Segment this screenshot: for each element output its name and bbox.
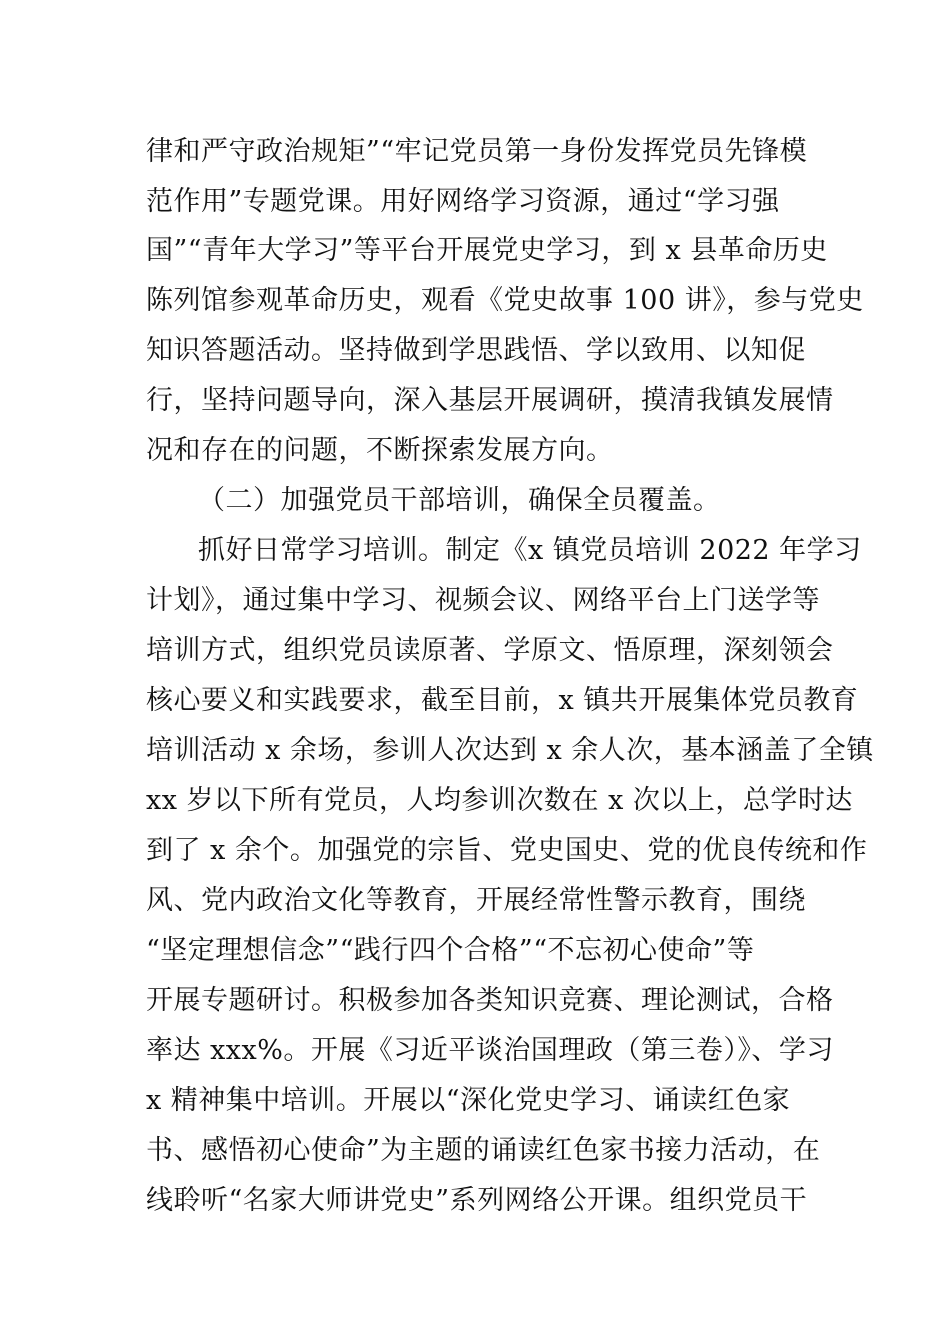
body-text-line: 计划》，通过集中学习、视频会议、网络平台上门送学等 — [146, 585, 820, 616]
body-text-line: 况和存在的问题，不断探索发展方向。 — [146, 435, 614, 466]
body-text-line: “坚定理想信念”“践行四个合格”“不忘初心使命”等 — [146, 935, 755, 966]
body-text-line: x 精神集中培训。开展以“深化党史学习、诵读红色家 — [146, 1085, 791, 1116]
body-text-line: 范作用”专题党课。用好网络学习资源，通过“学习强 — [146, 186, 780, 217]
body-text-line: xx 岁以下所有党员，人均参训次数在 x 次以上，总学时达 — [146, 785, 853, 816]
section-heading: （二）加强党员干部培训，确保全员覆盖。 — [198, 485, 721, 516]
body-text-line: 陈列馆参观革命历史，观看《党史故事 100 讲》，参与党史 — [146, 285, 864, 316]
body-text-line: 线聆听“名家大师讲党史”系列网络公开课。组织党员干 — [146, 1185, 808, 1216]
body-text-line: 行，坚持问题导向，深入基层开展调研，摸清我镇发展情 — [146, 385, 834, 416]
body-text-line: 风、党内政治文化等教育，开展经常性警示教育，围绕 — [146, 885, 806, 916]
body-text-line: 到了 x 余个。加强党的宗旨、党史国史、党的优良传统和作 — [146, 835, 868, 866]
body-text-line: 率达 xxx%。开展《习近平谈治国理政（第三卷）》、学习 — [146, 1035, 834, 1066]
paragraph-first-line: 抓好日常学习培训。制定《x 镇党员培训 2022 年学习 — [198, 535, 862, 566]
body-text-line: 核心要义和实践要求，截至目前，x 镇共开展集体党员教育 — [146, 685, 859, 716]
body-text-line: 培训方式，组织党员读原著、学原文、悟原理，深刻领会 — [146, 635, 834, 666]
body-text-line: 国”“青年大学习”等平台开展党史学习，到 x 县革命历史 — [146, 235, 828, 266]
body-text-line: 培训活动 x 余场，参训人次达到 x 余人次，基本涵盖了全镇 — [146, 735, 874, 766]
body-text-line: 知识答题活动。坚持做到学思践悟、学以致用、以知促 — [146, 335, 806, 366]
body-text-line: 开展专题研讨。积极参加各类知识竞赛、理论测试，合格 — [146, 985, 834, 1016]
body-text-line: 书、感悟初心使命”为主题的诵读红色家书接力活动，在 — [146, 1135, 821, 1166]
body-text-line: 律和严守政治规矩”“牢记党员第一身份发挥党员先锋模 — [146, 136, 808, 167]
